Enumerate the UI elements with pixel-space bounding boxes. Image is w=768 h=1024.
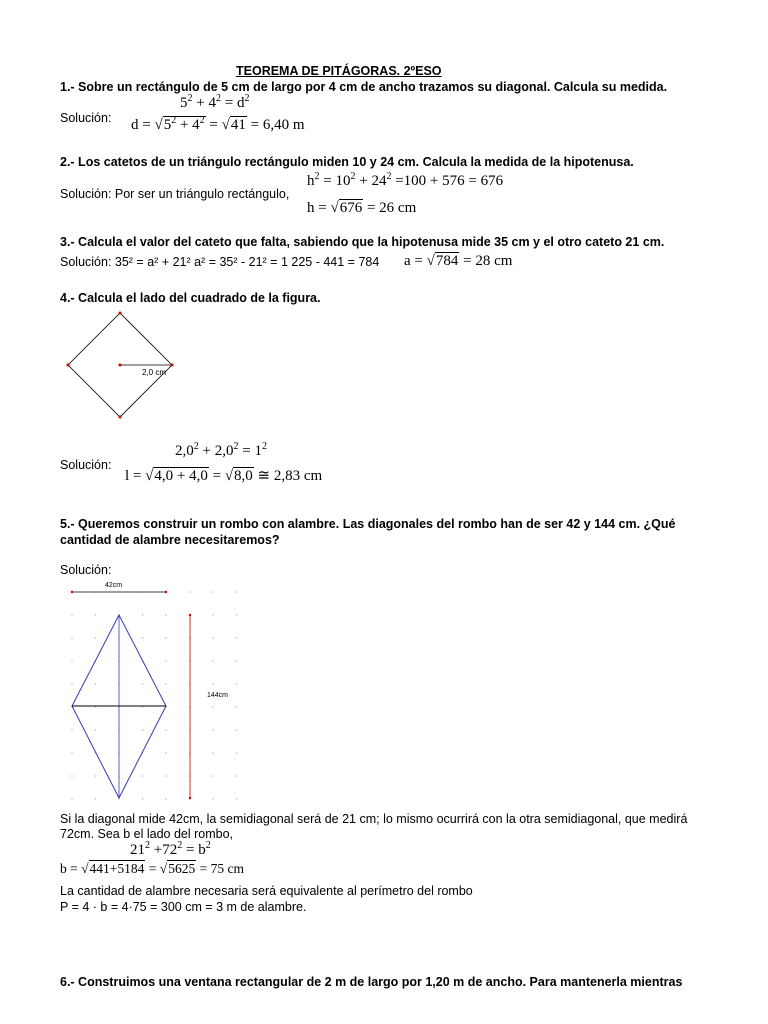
grid-dot [142,798,144,800]
problem-5-question-line-2: cantidad de alambre necesitaremos? [60,533,280,547]
grid-dot [95,798,97,800]
problem-4-equation-1: $2,0^2 + 2,0^2 = 1^2$ [175,441,267,459]
problem-2-equation-1: $h^2 = 10^2 + 24^2 =100 + 576 = 676$ [307,171,504,189]
diagonal-42-label: 42cm [105,582,123,589]
problem-3-solution-text: Solución: 35² = a² + 21² a² = 35² - 21² = 1 225 - 441 = 784 [60,255,380,269]
grid-dot [165,729,167,731]
problem-5-solution-label: Solución: [60,563,112,577]
grid-dot [95,775,97,777]
grid-dot [212,637,214,639]
grid-dot [142,614,144,616]
problem-5-rhombus-figure [60,575,250,815]
grid-dot [71,729,73,731]
grid-dot [71,775,73,777]
grid-dot [212,706,214,708]
grid-dot [95,683,97,685]
measure-label: 2,0 cm [142,368,167,377]
grid-dot [212,683,214,685]
problem-1-equation-2: d = √ $5^2 + 4^2$ = √ 41 = 6,40 m [131,117,305,134]
grid-dot [142,683,144,685]
grid-dot [212,591,214,593]
problem-4-equation-2: l = √ 4,0 + 4,0 = √ 8,0 ≅ 2,83 cm [125,466,322,485]
grid-dot [165,752,167,754]
grid-dot [142,775,144,777]
grid-dot [236,752,238,754]
diagonal-144-label: 144cm [207,692,229,699]
grid-dot [212,729,214,731]
problem-5-equation-1: $21^2 +72^2 = b^2$ [130,840,211,858]
grid-dot [165,775,167,777]
grid-dot [212,660,214,662]
grid-dot [236,683,238,685]
grid-dot [71,614,73,616]
problem-3-equation: a = √ 784 = 28 cm [404,253,512,270]
grid-dot [212,752,214,754]
problem-2-question: 2.- Los catetos de un triángulo rectángulo miden 10 y 24 cm. Calcula la medida de la hipotenusa. [60,155,634,169]
grid-dot [71,798,73,800]
problem-4-question: 4.- Calcula el lado del cuadrado de la figura. [60,291,321,305]
grid-dot [236,729,238,731]
grid-dot [165,614,167,616]
problem-1-solution-label: Solución: [60,111,112,125]
problem-2-solution-text: Solución: Por ser un triángulo rectángulo, [60,187,290,201]
grid-dot [165,637,167,639]
grid-dot [236,591,238,593]
grid-dot [212,775,214,777]
grid-dot [95,614,97,616]
problem-4-solution-label: Solución: [60,458,112,472]
grid-dot [165,683,167,685]
problem-3-question: 3.- Calcula el valor del cateto que falta, sabiendo que la hipotenusa mide 35 cm y el otro cateto 21 cm. [60,235,665,249]
grid-dot [165,798,167,800]
grid-dot [95,729,97,731]
grid-dot [212,798,214,800]
problem-4-square-figure [60,305,190,425]
center-point [119,364,122,367]
grid-dot [71,660,73,662]
vertex-point [67,364,70,367]
problem-2-equation-2: h = √ 676 = 26 cm [307,200,416,217]
grid-dot [212,614,214,616]
problem-5-text-4: P = 4 · b = 4·75 = 300 cm = 3 m de alambre. [60,900,307,914]
problem-6-question: 6.- Construimos una ventana rectangular de 2 m de largo por 1,20 m de ancho. Para mantenerla mientras [60,975,683,989]
grid-dot [142,637,144,639]
problem-5-equation-2: b = √ 441+5184 = √ 5625 = 75 cm [60,861,244,877]
grid-dot [71,637,73,639]
grid-dot [71,683,73,685]
grid-dot [236,637,238,639]
grid-dot [236,660,238,662]
grid-dot [236,798,238,800]
grid-dot [236,614,238,616]
grid-dot [236,706,238,708]
grid-dot [189,591,191,593]
problem-5-text-3: La cantidad de alambre necesaria será equivalente al perímetro del rombo [60,884,473,898]
problem-5-question-line-1: 5.- Queremos construir un rombo con alambre. Las diagonales del rombo han de ser 42 y 144 cm. ¿Qué [60,517,676,531]
grid-dot [236,775,238,777]
vertex-point [119,312,122,315]
page-title: TEOREMA DE PITÁGORAS. 2ºESO [236,64,442,78]
grid-dot [95,637,97,639]
problem-1-equation-1: $5^2 + 4^2 = d^2$ [180,93,250,111]
grid-dot [71,752,73,754]
grid-dot [165,660,167,662]
grid-dot [142,729,144,731]
problem-1-question: 1.- Sobre un rectángulo de 5 cm de largo por 4 cm de ancho trazamos su diagonal. Calcula su medida. [60,80,668,94]
vertex-point [119,416,122,419]
vertex-point [171,364,174,367]
problem-5-text-1: Si la diagonal mide 42cm, la semidiagonal será de 21 cm; lo mismo ocurrirá con la otra semidiagonal, que medirá [60,812,688,826]
problem-5-text-2: 72cm. Sea b el lado del rombo, [60,827,234,841]
